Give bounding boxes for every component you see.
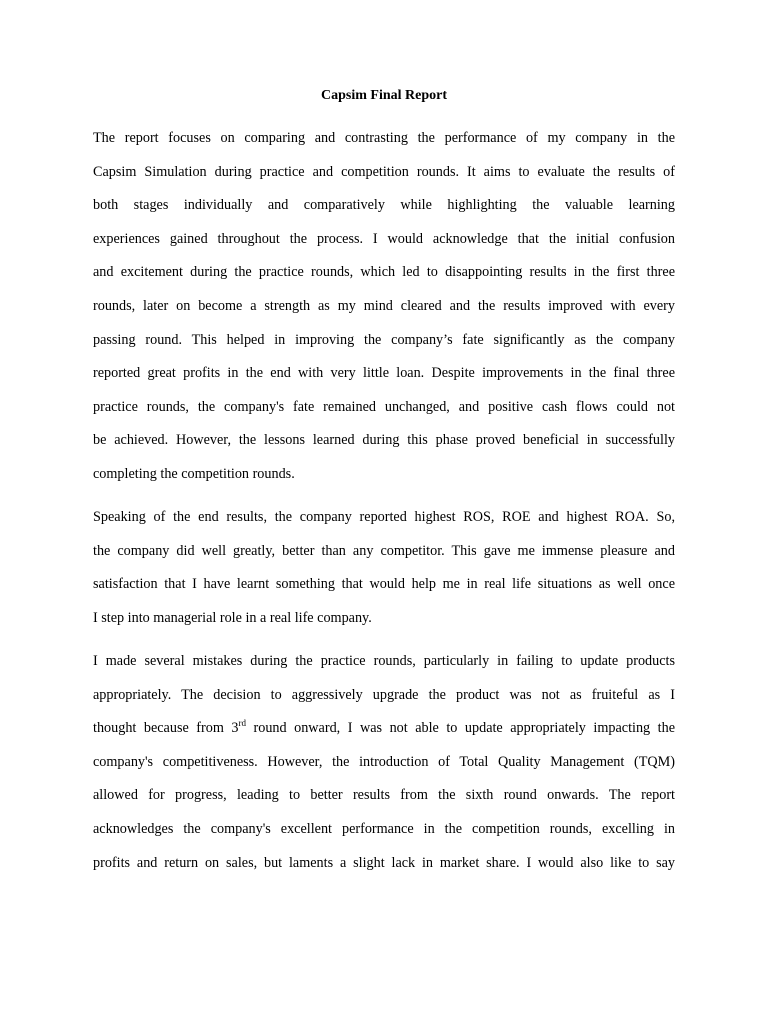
paragraph-line: company's competitiveness. However, the introduction of Total Quality Management (TQM) bbox=[93, 753, 675, 770]
paragraph-line: Speaking of the end results, the company reported highest ROS, ROE and highest ROA. So, bbox=[93, 509, 675, 525]
paragraph-line: reported great profits in the end with very little loan. Despite improvements in the final three bbox=[93, 365, 675, 382]
line-text-before: thought because from 3 bbox=[93, 720, 239, 737]
paragraph-line: rounds, later on become a strength as my mind cleared and the results improved with every bbox=[93, 297, 675, 314]
paragraph-line: practice rounds, the company's fate remained unchanged, and positive cash flows could not bbox=[93, 398, 675, 415]
paragraph-line: appropriately. The decision to aggressively upgrade the product was not as fruiteful as I bbox=[93, 686, 675, 703]
paragraph-line: the company did well greatly, better than any competitor. This gave me immense pleasure and bbox=[93, 542, 675, 559]
document-title: Capsim Final Report bbox=[321, 88, 447, 103]
paragraph-line: be achieved. However, the lessons learned during this phase proved beneficial in successfully bbox=[93, 432, 675, 449]
line-text-after: round onward, I was not able to update appropriately impacting the bbox=[245, 720, 675, 737]
paragraph-1 bbox=[93, 122, 675, 492]
paragraph-2 bbox=[93, 501, 675, 635]
paragraph-line: I step into managerial role in a real life company. bbox=[93, 609, 372, 626]
paragraph-3 bbox=[93, 645, 675, 880]
paragraph-line: completing the competition rounds. bbox=[93, 465, 295, 482]
paragraph-line: both stages individually and comparatively while highlighting the valuable learning bbox=[93, 197, 675, 214]
ordinal-superscript: rd bbox=[238, 718, 246, 729]
paragraph-line-with-superscript bbox=[93, 712, 675, 746]
paragraph-line: passing round. This helped in improving the company’s fate significantly as the company bbox=[93, 331, 675, 348]
paragraph-line: satisfaction that I have learnt something that would help me in real life situations as well once bbox=[93, 576, 675, 593]
paragraph-line: acknowledges the company's excellent performance in the competition rounds, excelling in bbox=[93, 820, 675, 837]
paragraph-line: and excitement during the practice rounds, which led to disappointing results in the first three bbox=[93, 264, 675, 281]
paragraph-line: experiences gained throughout the process. I would acknowledge that the initial confusion bbox=[93, 230, 675, 247]
paragraph-line: The report focuses on comparing and contrasting the performance of my company in the bbox=[93, 130, 675, 146]
paragraph-line: Capsim Simulation during practice and competition rounds. It aims to evaluate the results of bbox=[93, 163, 675, 180]
paragraph-line: I made several mistakes during the practice rounds, particularly in failing to update products bbox=[93, 653, 675, 669]
paragraph-line: profits and return on sales, but laments a slight lack in market share. I would also like to say bbox=[93, 854, 675, 871]
paragraph-line: allowed for progress, leading to better results from the sixth round onwards. The report bbox=[93, 787, 675, 804]
